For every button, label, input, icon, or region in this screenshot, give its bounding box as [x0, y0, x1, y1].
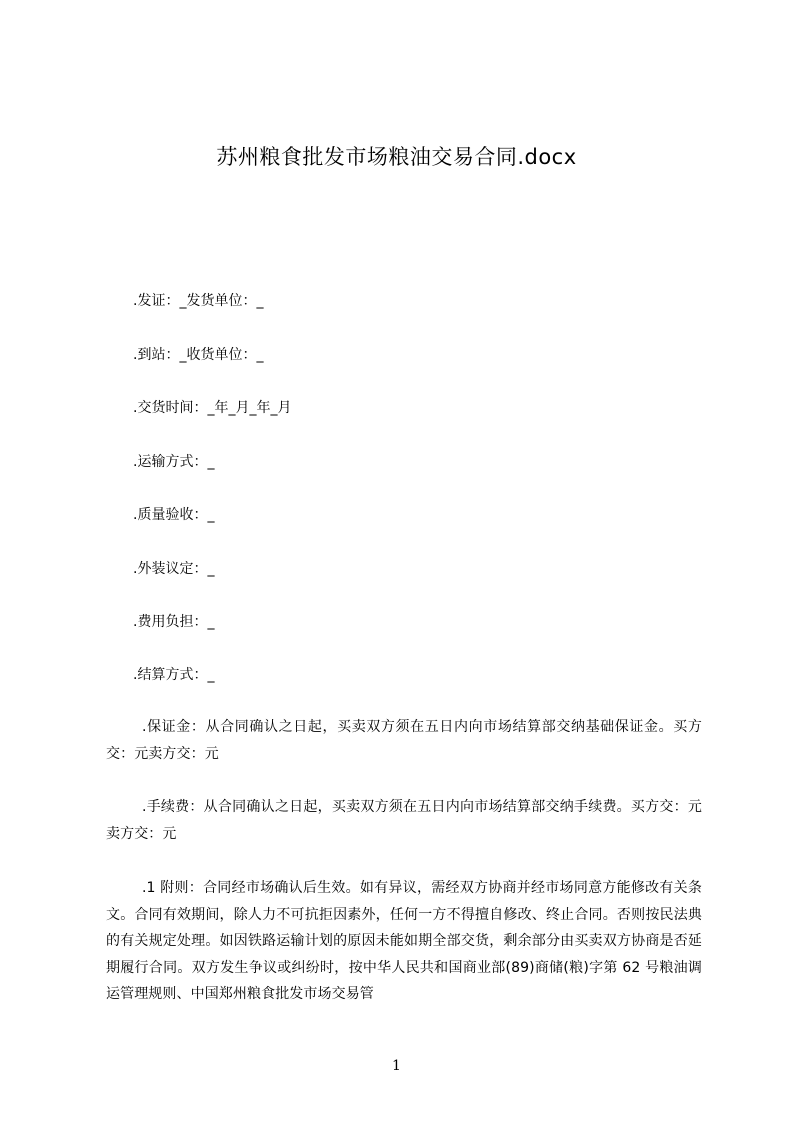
- field-delivery-time: .交货时间：_年_月_年_月: [133, 400, 292, 416]
- field-packaging: .外装议定：_: [133, 561, 215, 577]
- field-quality-inspection: .质量验收：_: [133, 507, 215, 523]
- paragraph-supplementary-terms: .1 附则：合同经市场确认后生效。如有异议，需经双方协商并经市场同意方能修改有关条文。合同有效期间，除人力不可抗拒因素外，任何一方不得擅自修改、终止合同。否则按民法典的有关规定处理。如因铁路运输计划的原因未能如期全部交货，剩余部分由买卖双方协商是否延期履行合同。双方发生争议或纠纷时，按中华人民共和国商业部(89)商储(粮)字第 62 号粮油调运管理规则、中国郑州粮食批发市场交易管: [106, 880, 702, 1002]
- paragraph-deposit: .保证金：从合同确认之日起，买卖双方须在五日内向市场结算部交纳基础保证金。买方交：元卖方交：元: [106, 719, 702, 762]
- document-title: 苏州粮食批发市场粮油交易合同.docx: [216, 145, 577, 169]
- field-arrival-station: .到站：_收货单位：_: [133, 347, 264, 363]
- field-dispatch-station: .发证：_发货单位：_: [133, 293, 264, 309]
- paragraph-handling-fee: .手续费：从合同确认之日起，买卖双方须在五日内向市场结算部交纳手续费。买方交：元卖方交：元: [106, 799, 702, 842]
- page-number: 1: [392, 1058, 401, 1074]
- field-transport-method: .运输方式：_: [133, 454, 215, 470]
- field-cost-bearing: .费用负担：_: [133, 614, 215, 630]
- field-settlement-method: .结算方式：_: [133, 667, 215, 683]
